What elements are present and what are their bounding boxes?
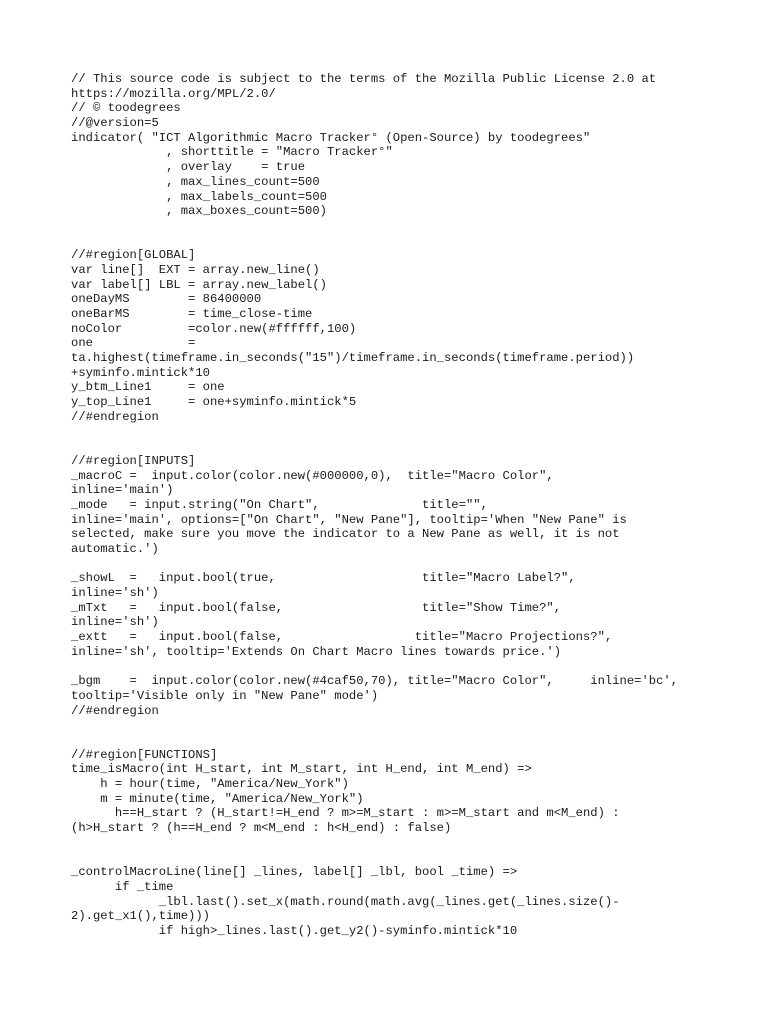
code-line: (h>H_start ? (h==H_end ? m<M_end : h<H_end) : false) [71,821,452,836]
code-line: 2).get_x1(),time))) [71,909,210,924]
code-line: one = [71,336,196,351]
code-line: , max_lines_count=500 [71,174,320,189]
code-line [71,850,731,865]
code-line: m = minute(time, "America/New_York") [71,791,364,806]
code-line: var line[] EXT = array.new_line() [71,262,320,277]
code-line: tooltip='Visible only in "New Pane" mode') [71,688,379,703]
source-code-block [71,72,731,939]
code-line: automatic.') [71,542,159,556]
code-line: selected, make sure you move the indicator to a New Pane as well, it is not [71,527,620,542]
code-line: inline='main', options=["On Chart", "New Pane"], tooltip='When "New Pane" is [71,512,627,527]
code-line: if _time [71,879,174,894]
code-line [71,557,731,572]
code-line: indicator( "ICT Algorithmic Macro Tracker° (Open-Source) by toodegrees" [71,130,591,145]
code-line [71,425,731,440]
code-line: // This source code is subject to the terms of the Mozilla Public License 2.0 at [71,72,657,86]
code-line: h = hour(time, "America/New_York") [71,777,349,791]
code-line: //#endregion [71,703,159,718]
code-line: _extt = input.bool(false, title="Macro Projections?", [71,630,613,645]
code-line: oneBarMS = time_close-time [71,307,313,321]
code-line: if high>_lines.last().get_y2()-syminfo.mintick*10 [71,923,518,938]
code-line [71,836,731,851]
code-line: y_btm_Line1 = one [71,380,225,395]
code-line: //#region[INPUTS] [71,453,196,468]
code-line: _bgm = input.color(color.new(#4caf50,70), title="Macro Color", inline='bc', [71,674,679,689]
code-line: //#endregion [71,409,159,424]
code-line: inline='sh', tooltip='Extends On Chart Macro lines towards price.') [71,644,562,659]
code-line: _controlMacroLine(line[] _lines, label[] _lbl, bool _time) => [71,865,518,880]
code-line: _lbl.last().set_x(math.round(math.avg(_lines.get(_lines.size()- [71,894,620,909]
code-line: // © toodegrees [71,101,181,116]
code-line: , shorttitle = "Macro Tracker°" [71,145,393,160]
code-line: , max_boxes_count=500) [71,204,327,219]
code-line: var label[] LBL = array.new_label() [71,277,327,292]
code-line: https://mozilla.org/MPL/2.0/ [71,86,276,101]
code-line: _mTxt = input.bool(false, title="Show Time?", [71,600,562,615]
code-line [71,733,731,748]
code-line [71,234,731,249]
code-line: inline='sh') [71,586,159,601]
code-line: h==H_start ? (H_start!=H_end ? m>=M_start : m>=M_start and m<M_end) : [71,806,620,821]
code-line: time_isMacro(int H_start, int M_start, int H_end, int M_end) => [71,762,532,777]
code-line: _showL = input.bool(true, title="Macro Label?", [71,571,576,586]
code-line: _mode = input.string("On Chart", title="", [71,497,488,512]
code-line: ta.highest(timeframe.in_seconds("15")/timeframe.in_seconds(timeframe.period)) [71,351,635,366]
code-line: , max_labels_count=500 [71,189,327,204]
code-line: _macroC = input.color(color.new(#000000,0), title="Macro Color", [71,468,554,483]
code-line: //#region[GLOBAL] [71,248,196,263]
code-line [71,718,731,733]
code-line [71,660,731,675]
code-line [71,439,731,454]
code-line: , overlay = true [71,160,306,175]
code-line: +syminfo.mintick*10 [71,365,210,380]
code-line: //@version=5 [71,116,159,131]
code-line: y_top_Line1 = one+syminfo.mintick*5 [71,395,357,410]
code-line: inline='sh') [71,615,159,630]
code-line [71,219,731,234]
code-line: inline='main') [71,483,174,498]
code-line: //#region[FUNCTIONS] [71,747,218,762]
code-line: noColor =color.new(#ffffff,100) [71,321,357,336]
code-line: oneDayMS = 86400000 [71,292,262,307]
